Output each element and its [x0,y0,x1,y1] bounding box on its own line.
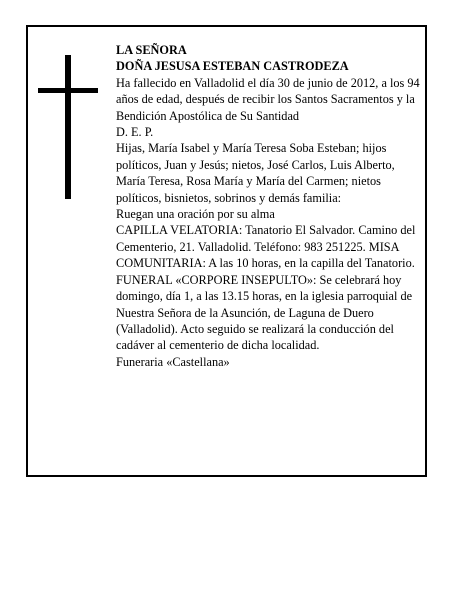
funeral-home: Funeraria «Castellana» [116,354,230,369]
deceased-name: DOÑA JESUSA ESTEBAN CASTRODEZA [116,59,349,74]
family-list: Hijas, María Isabel y María Teresa Soba Esteban; hijos políticos, Juan y Jesús; nietos, José Carlos, Luis Alberto, María Teresa, Rosa María y María del Carmen; nietos políticos, bisnietos, sobrinos y demás familia: [116,141,395,205]
prayer-request: Ruegan una oración por su alma [116,207,275,222]
funeral-info: FUNERAL «CORPORE INSEPULTO»: Se celebrará hoy domingo, día 1, a las 13.15 horas, en la iglesia parroquial de Nuestra Señora de la Asunción, de Laguna de Duero (Valladolid). Acto seguido se realizará la conducción del cadáver al cementerio de dicha localidad. [116,272,413,353]
rest-in-peace: D. E. P. [116,125,154,140]
wake-chapel-info: CAPILLA VELATORIA: Tanatorio El Salvador. Camino del Cementerio, 21. Valladolid. Teléfono: 983 251225. MISA COMUNITARIA: A las 10 horas, en la capilla del Tanatorio. [116,223,416,271]
obituary-notice [26,25,427,477]
death-announcement: Ha fallecido en Valladolid el día 30 de junio de 2012, a los 94 años de edad, después de recibir los Santos Sacramentos y la Bendición Apostólica de Su Santidad [116,75,420,123]
cross-vertical-bar [65,55,71,199]
notice-text [116,42,421,370]
cross-icon [38,55,98,199]
cross-horizontal-bar [38,88,98,93]
notice-title: LA SEÑORA [116,43,187,57]
